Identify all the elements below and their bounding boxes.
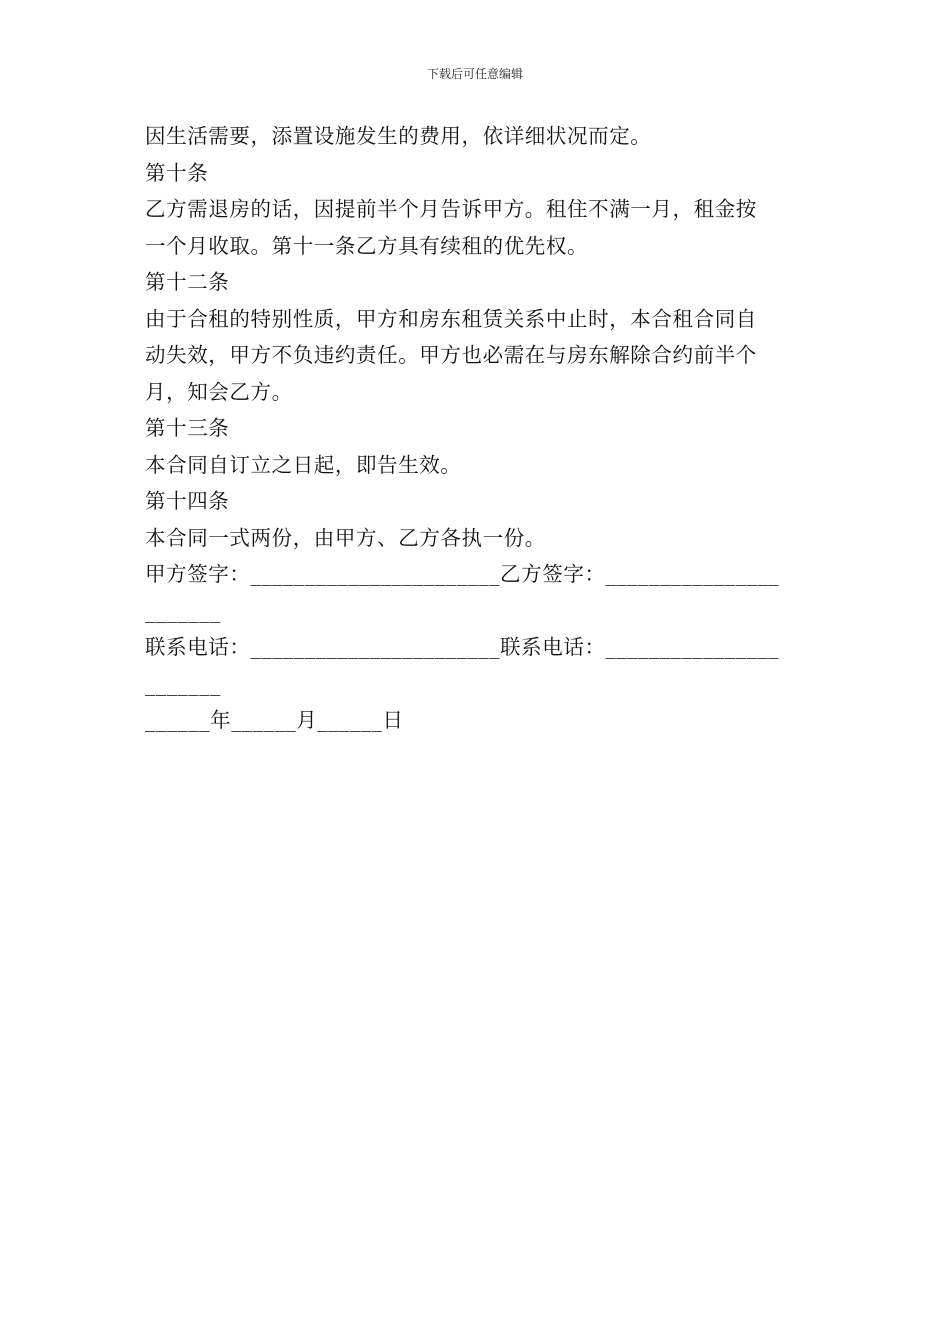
clause-heading-13: 第十三条 — [145, 416, 230, 440]
signature-line-continuation: _______ — [145, 598, 221, 623]
date-line: ______年______月______日 — [145, 708, 404, 732]
phone-line-continuation: _______ — [145, 671, 221, 696]
text-line: 月，知会乙方。 — [145, 379, 293, 404]
text-line: 本合同一式两份，由甲方、乙方各执一份。 — [145, 525, 546, 550]
document-body — [145, 118, 810, 739]
text-line: 由于合租的特别性质，甲方和房东租赁关系中止时，本合租合同自 — [145, 306, 757, 331]
text-line: 动失效，甲方不负违约责任。甲方也必需在与房东解除合约前半个 — [145, 343, 757, 367]
clause-heading-10: 第十条 — [145, 160, 209, 185]
phone-line: 联系电话：_______________________联系电话：________________ — [145, 635, 780, 659]
page-header-note: 下载后可任意编辑 — [426, 67, 523, 81]
text-line: 本合同自订立之日起，即告生效。 — [145, 452, 462, 477]
signature-line: 甲方签字：_______________________乙方签字：________________ — [145, 562, 780, 586]
text-line: 一个月收取。第十一条乙方具有续租的优先权。 — [145, 233, 589, 258]
clause-heading-14: 第十四条 — [145, 489, 230, 513]
text-line: 乙方需退房的话，因提前半个月告诉甲方。租住不满一月，租金按 — [145, 197, 757, 221]
clause-heading-12: 第十二条 — [145, 270, 230, 294]
text-line: 因生活需要，添置设施发生的费用，依详细状况而定。 — [145, 124, 652, 148]
